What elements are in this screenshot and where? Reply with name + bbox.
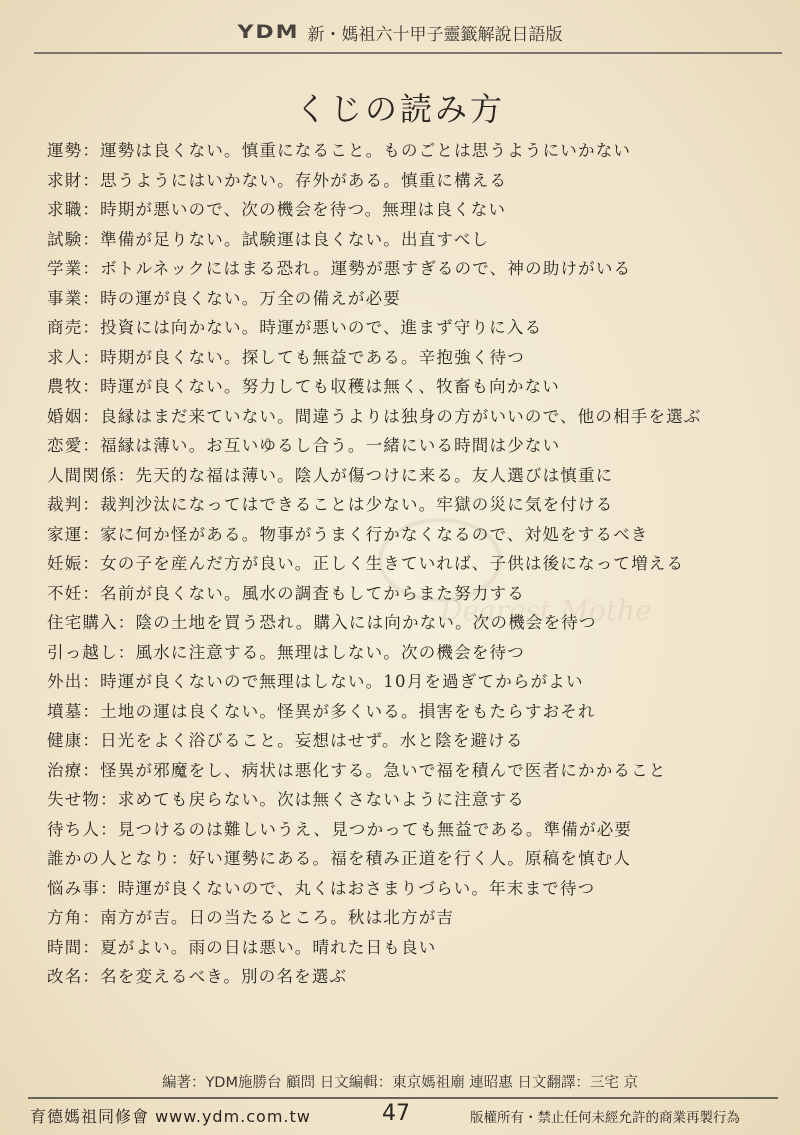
reading-line-lost-items: 失せ物：求めても戻らない。次は無くさないように注意する [47, 790, 525, 809]
ydm-logo: YDM [237, 21, 300, 44]
page-header [0, 0, 800, 56]
credits: 編著：YDM施勝台 顧問 日文編輯：東京媽祖廟 連昭惠 日文翻譯：三宅 京 [161, 1075, 639, 1091]
reading-line-grave: 墳墓：土地の運は良くない。怪異が多くいる。損害をもたらすおそれ [47, 701, 596, 721]
reading-line-romance: 恋愛：福縁は薄い。お互いゆるし合う。一緒にいる時間は少ない [47, 436, 561, 455]
reading-line-character: 誰かの人となり：好い運勢にある。福を積み正道を行く人。原稿を慎む人 [47, 849, 632, 868]
reading-list [47, 136, 787, 992]
header-title: 新・媽祖六十甲子靈籤解說日語版 [307, 25, 563, 45]
reading-line-worries: 悩み事：時運が良くないので、丸くはおさまりづらい。年末まで待つ [47, 878, 596, 898]
reading-line-timing: 時間：夏がよい。雨の日は悪い。晴れた日も良い [47, 937, 437, 957]
reading-line-wealth: 求財：思うようにはいかない。存外がある。慎重に構える [47, 170, 508, 190]
reading-line-house-purchase: 住宅購入：陰の土地を買う恐れ。購入には向かない。次の機会を待つ [47, 613, 597, 632]
header-divider [34, 52, 782, 54]
reading-line-family: 家運：家に何か怪がある。物事がうまく行かなくなるので、対処をするべき [47, 524, 649, 544]
page-title: くじの読み方 [294, 90, 505, 128]
reading-line-health: 健康：日光をよく浴びること。妄想はせず。水と陰を避ける [47, 731, 524, 750]
footer-divider [28, 1097, 778, 1099]
reading-line-direction: 方角：南方が吉。日の当たるところ。秋は北方が吉 [47, 908, 455, 927]
reading-line-relations: 人間関係：先天的な福は薄い。陰人が傷つけに来る。友人選びは慎重に [47, 465, 614, 485]
reading-line-hiring: 求人：時期が良くない。探しても無益である。辛抱強く待つ [47, 347, 525, 367]
reading-line-moving: 引っ越し：風水に注意する。無理はしない。次の機会を待つ [47, 642, 525, 662]
reading-line-exam: 試験：準備が足りない。試験運は良くない。出直すべし [47, 229, 490, 249]
reading-line-infertility: 不妊：名前が良くない。風水の調査もしてからまた努力する [47, 583, 525, 603]
page-number: 47 [382, 1101, 410, 1126]
copyright-notice: 版權所有・禁止任何未經允許的商業再製行為 [470, 1110, 740, 1126]
reading-line-marriage: 婚姻：良縁はまだ来ていない。間違うよりは独身の方がいいので、他の相手を選ぶ [47, 406, 702, 426]
reading-line-lawsuit: 裁判：裁判沙汰になってはできることは少ない。牢獄の災に気を付ける [47, 495, 614, 514]
reading-line-trade: 商売：投資には向かない。時運が悪いので、進まず守りに入る [47, 318, 543, 337]
reading-line-pregnancy: 妊娠：女の子を産んだ方が良い。正しく生きていれば、子供は後になって増える [47, 554, 685, 573]
reading-line-travel: 外出：時運が良くないので無理はしない。10月を過ぎてからがよい [47, 672, 584, 691]
reading-line-study: 学業：ボトルネックにはまる恐れ。運勢が悪すぎるので、神の助けがいる [47, 259, 632, 278]
svg-text:Dearest Mother: Dearest Mother [440, 594, 650, 627]
reading-line-farming: 農牧：時運が良くない。努力しても収穫は無く、牧畜も向かない [47, 377, 560, 396]
reading-line-rename: 改名：名を変えるべき。別の名を選ぶ [47, 967, 348, 986]
reading-line-treatment: 治療：怪異が邪魔をし、病状は悪化する。急いで福を積んで医者にかかること [47, 760, 667, 780]
footer-org: 育德媽祖同修會 www.ydm.com.tw [30, 1107, 311, 1126]
reading-line-business: 事業：時の運が良くない。万全の備えが必要 [47, 288, 401, 308]
reading-line-fortune: 運勢：運勢は良くない。慎重になること。ものごとは思うようにいかない [47, 141, 632, 160]
reading-line-awaited-person: 待ち人：見つけるのは難しいうえ、見つかっても無益である。準備が必要 [47, 819, 633, 839]
reading-line-job: 求職：時期が悪いので、次の機会を待つ。無理は良くない [47, 200, 507, 219]
